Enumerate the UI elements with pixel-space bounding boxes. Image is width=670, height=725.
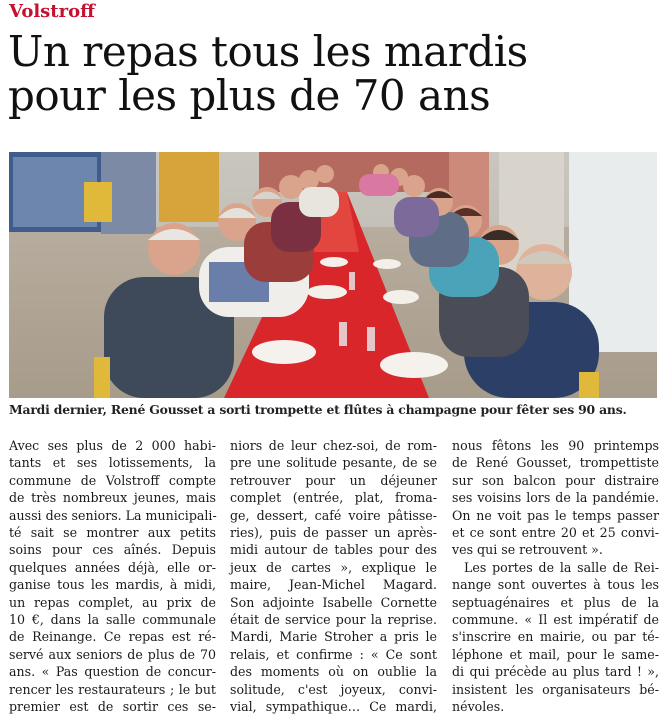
text-line: complet (entrée, plat, froma- — [230, 490, 437, 506]
text-line: maire, Jean-Michel Magard. — [230, 577, 437, 593]
text-line: et ce sont entre 20 et 25 convi- — [452, 525, 659, 541]
text-line: premier est de sortir ces se- — [9, 699, 216, 715]
text-line: sur son balcon pour distraire — [452, 472, 659, 488]
text-line: pre une solitude pesante, de se — [230, 455, 437, 471]
text-line: des moments où on oublie la — [230, 664, 437, 680]
text-line: septuagénaires et plus de la — [452, 594, 659, 610]
article-column-1 — [9, 437, 216, 716]
article-headline — [8, 27, 663, 120]
text-line: solitude, c'est joyeux, convi- — [230, 681, 437, 697]
text-line: rencer les restaurateurs ; le but — [9, 681, 216, 697]
text-line: était de service pour la reprise. — [230, 612, 437, 628]
text-line: Avec ses plus de 2 000 habi- — [9, 438, 216, 453]
text-line: Mardi, Marie Stroher a pris le — [230, 629, 437, 645]
headline-line-2: pour les plus de 70 ans — [8, 71, 491, 120]
text-line: midi autour de tables pour des — [230, 542, 437, 558]
text-line: servé aux seniors de plus de 70 — [9, 646, 216, 662]
text-line: On ne voit pas le temps passer — [452, 507, 659, 523]
text-line: aussi des seniors. La municipali- — [9, 507, 217, 523]
text-line: un repas complet, au prix de — [9, 594, 216, 610]
text-line: de très nombreux jeunes, mais — [9, 490, 216, 506]
text-line: ves qui se retrouvent ». — [452, 542, 603, 558]
text-line: insistent les organisateurs bé- — [452, 681, 659, 697]
text-line: relais, et confirme : « Ce sont — [230, 646, 437, 662]
text-line: té sait se montrer aux petits — [9, 525, 216, 541]
text-line: Son adjointe Isabelle Cornette — [230, 594, 437, 610]
text-line: niors de leur chez-soi, de rom- — [230, 438, 437, 453]
text-line: commune de Volstroff compte — [9, 472, 216, 488]
text-line: de Reinange. Ce repas est ré- — [9, 629, 216, 645]
text-line: léphone et mail, pour le same- — [452, 646, 659, 662]
text-line: soins pour ces aînés. Depuis — [9, 542, 216, 558]
text-line: vial, sympathique… Ce mardi, — [230, 699, 437, 715]
text-line: ganise tous les mardis, à midi, — [9, 577, 216, 593]
photo-caption: Mardi dernier, René Gousset a sorti trompette et flûtes à champagne pour fêter ses 90 ans. — [9, 402, 627, 417]
text-line: retrouver pour un déjeuner — [230, 472, 437, 488]
section-kicker: Volstroff — [9, 1, 95, 22]
article-photo — [9, 152, 657, 398]
headline-line-1: Un repas tous les mardis — [8, 27, 528, 76]
text-line: tants et ses lotissements, la — [9, 455, 216, 471]
photo-illustration — [9, 152, 657, 398]
text-line: ses voisins lors de la pandémie. — [452, 490, 659, 506]
article-column-3 — [452, 437, 659, 716]
text-line: 10 €, dans la salle communale — [9, 612, 216, 628]
text-line: di qui précède au plus tard ! », — [452, 664, 659, 680]
text-line: nous fêtons les 90 printemps — [452, 438, 659, 453]
text-line: ans. « Pas question de concur- — [9, 664, 216, 680]
text-line: ge, dessert, café voire pâtisse- — [230, 507, 437, 523]
text-line: quelques années déjà, elle or- — [9, 559, 216, 575]
text-line: jeux de cartes », explique le — [230, 559, 437, 575]
text-line: névoles. — [452, 699, 505, 715]
text-line: nange sont ouvertes à tous les — [452, 577, 659, 593]
text-line: ries), puis de passer un après- — [230, 525, 437, 541]
text-line: commune. « Il est impératif de — [452, 612, 659, 628]
text-line: Les portes de la salle de Rei- — [464, 559, 659, 575]
text-line: s'inscrire en mairie, ou par té- — [452, 629, 659, 645]
article-column-2 — [230, 437, 437, 716]
text-line: de René Gousset, trompettiste — [452, 455, 659, 471]
